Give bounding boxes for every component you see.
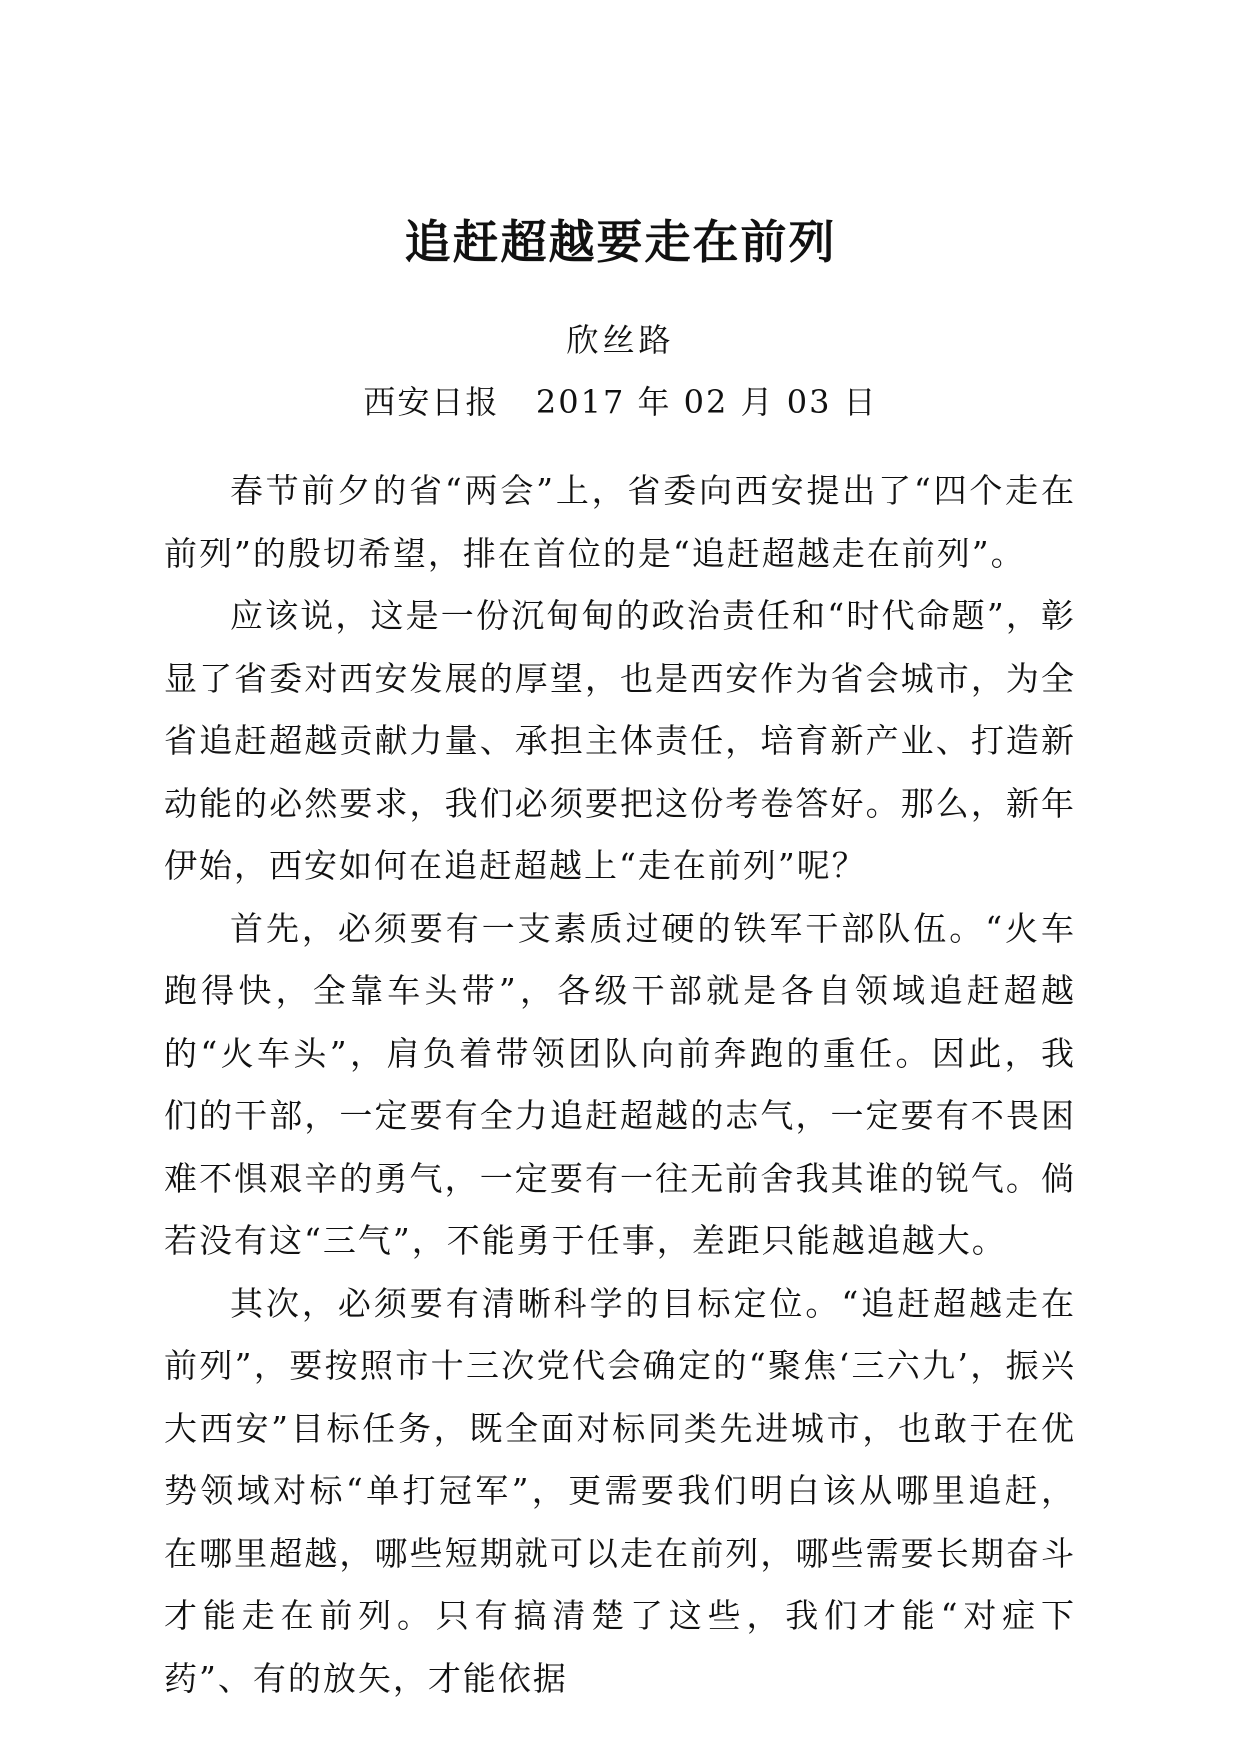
paragraph: 应该说，这是一份沉甸甸的政治责任和“时代命题”，彰显了省委对西安发展的厚望，也是西安作为省会城市，为全省追赶超越贡献力量、承担主体责任，培育新产业、打造新动能的必然要求，我们必须要把这份考卷答好。那么，新年伊始，西安如何在追赶超越上“走在前列”呢？ bbox=[164, 596, 1076, 885]
article-author: 欣丝路 bbox=[566, 321, 675, 359]
article-title: 追赶超越要走在前列 bbox=[404, 215, 837, 269]
article-source-line bbox=[0, 380, 1241, 424]
paragraph: 春节前夕的省“两会”上，省委向西安提出了“四个走在前列”的殷切希望，排在首位的是“追赶超越走在前列”。 bbox=[164, 471, 1076, 573]
article-body bbox=[164, 460, 1076, 1710]
paragraph: 其次，必须要有清晰科学的目标定位。“追赶超越走在前列”，要按照市十三次党代会确定的“聚焦‘三六九’，振兴大西安”目标任务，既全面对标同类先进城市，也敢于在优势领域对标“单打冠军”，更需要我们明白该从哪里追赶，在哪里超越，哪些短期就可以走在前列，哪些需要长期奋斗才能走在前列。只有搞清楚了这些，我们才能“对症下药”、有的放矢，才能依据 bbox=[164, 1283, 1076, 1698]
article-source: 西安日报 bbox=[363, 383, 500, 421]
article-date: 2017 年 02 月 03 日 bbox=[535, 383, 878, 421]
paragraph: 首先，必须要有一支素质过硬的铁军干部队伍。“火车跑得快，全靠车头带”，各级干部就是各自领域追赶超越的“火车头”，肩负着带领团队向前奔跑的重任。因此，我们的干部，一定要有全力追赶超越的志气，一定要有不畏困难不惧艰辛的勇气，一定要有一往无前舍我其谁的锐气。倘若没有这“三气”，不能勇于任事，差距只能越追越大。 bbox=[164, 908, 1076, 1260]
